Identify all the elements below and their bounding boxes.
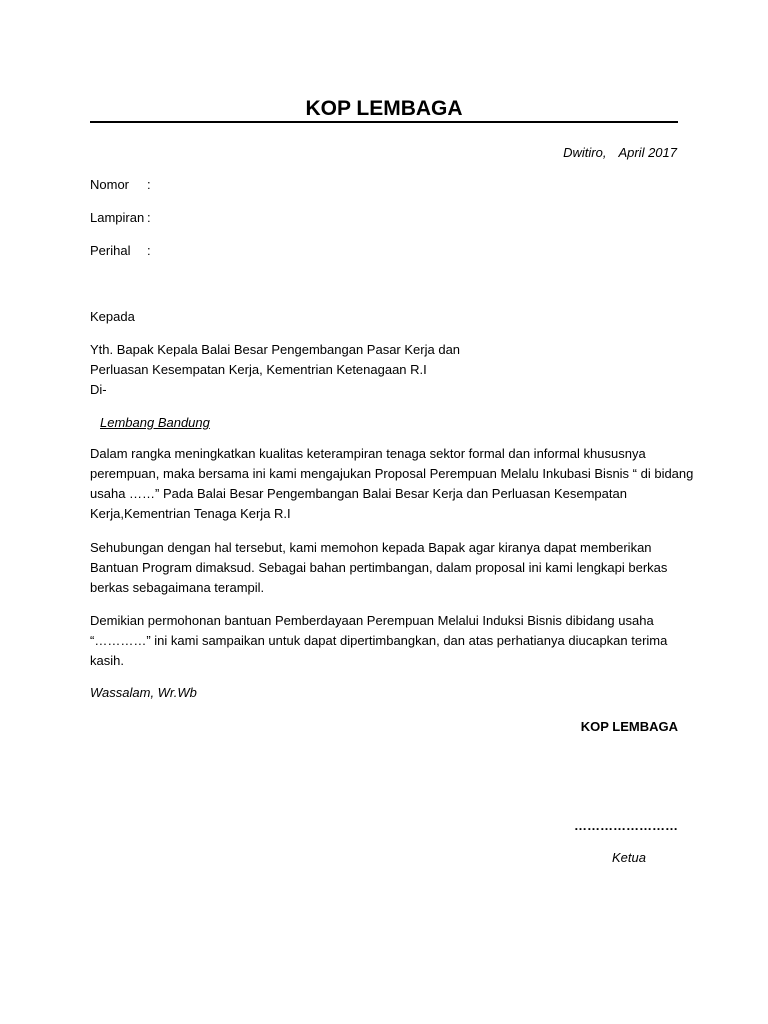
lampiran-colon: : (147, 210, 151, 225)
body-paragraph-3 (90, 611, 678, 671)
paragraph-line: Kerja,Kementrian Tenaga Kerja R.I (90, 506, 291, 521)
signature-dots: …………………… (574, 818, 678, 833)
date-place: Dwitiro, (563, 145, 607, 160)
recipient-line-1: Yth. Bapak Kepala Balai Besar Pengembangan Pasar Kerja dan (90, 342, 461, 357)
nomor-label: Nomor (90, 177, 130, 192)
closing-salutation: Wassalam, Wr.Wb (90, 685, 197, 700)
perihal-colon: : (147, 243, 151, 258)
letterhead-rule (90, 121, 678, 123)
paragraph-line: usaha ……” Pada Balai Besar Pengembangan Balai Besar Kerja dan Perluasan Kesempatan (90, 486, 627, 501)
paragraph-line: Dalam rangka meningkatkan kualitas keterampiran tenaga sektor formal dan informal khususnya (90, 446, 646, 461)
paragraph-line: “…………” ini kami sampaikan untuk dapat dipertimbangkan, dan atas perhatianya diucapkan terima (90, 633, 668, 648)
recipient-line-3: Di- (90, 382, 107, 397)
letterhead-title: KOP LEMBAGA (305, 97, 463, 120)
signature-org: KOP LEMBAGA (580, 719, 678, 734)
date-value: April 2017 (618, 145, 677, 160)
paragraph-line: berkas sebagaimana terampil. (90, 580, 265, 595)
recipient-kepada: Kepada (90, 309, 135, 324)
perihal-label: Perihal (90, 243, 131, 258)
nomor-colon: : (147, 177, 151, 192)
body-paragraph-1 (90, 444, 694, 524)
letter-date (563, 145, 677, 160)
paragraph-line: Demikian permohonan bantuan Pemberdayaan Perempuan Melalui Induksi Bisnis dibidang usaha (90, 613, 654, 628)
paragraph-line: perempuan, maka bersama ini kami mengajukan Proposal Perempuan Melalu Inkubasi Bisnis “ di bidang (90, 466, 694, 481)
paragraph-line: Bantuan Program dimaksud. Sebagai bahan pertimbangan, dalam proposal ini kami lengkapi berkas (90, 560, 668, 575)
recipient-location: Lembang Bandung (100, 415, 210, 430)
lampiran-label: Lampiran (90, 210, 145, 225)
signature-role: Ketua (612, 850, 646, 865)
paragraph-line: Sehubungan dengan hal tersebut, kami memohon kepada Bapak agar kiranya dapat memberikan (90, 540, 652, 555)
body-paragraph-2 (90, 538, 678, 598)
recipient-line-2: Perluasan Kesempatan Kerja, Kementrian Ketenagaan R.I (90, 362, 427, 377)
paragraph-line: kasih. (90, 653, 124, 668)
